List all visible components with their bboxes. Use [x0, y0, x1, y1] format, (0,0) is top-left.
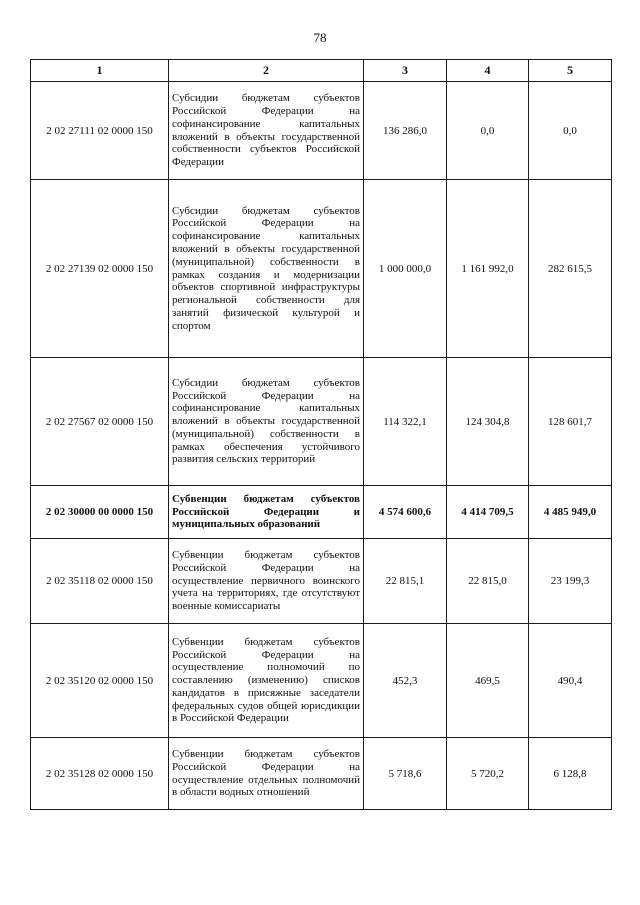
table-row-subtotal — [31, 486, 612, 539]
budget-table — [30, 59, 612, 810]
value-cell-year-3: 128 601,7 — [529, 358, 612, 486]
description-cell: Субвенции бюджетам субъектов Российской Федерации на осуществление полномочий по составлению (изменению) списков кандидатов в присяжные заседатели федеральных судов общей юрисдикции в Российской Федерации — [169, 624, 364, 738]
value-cell-year-2: 5 720,2 — [447, 738, 529, 810]
value-cell-year-1: 452,3 — [364, 624, 447, 738]
description-cell: Субсидии бюджетам субъектов Российской Федерации на софинансирование капитальных вложений в объекты государственной (муниципальной) собственности в рамках создания и модернизации объектов спортивной инфраструктуры региональной собственности для занятий физической культурой и спортом — [169, 180, 364, 358]
budget-code-cell: 2 02 30000 00 0000 150 — [31, 486, 169, 539]
description-cell: Субсидии бюджетам субъектов Российской Федерации на софинансирование капитальных вложений в объекты государственной собственности субъектов Российской Федерации — [169, 82, 364, 180]
column-header-5: 5 — [529, 60, 612, 82]
column-header-1: 1 — [31, 60, 169, 82]
budget-code-cell: 2 02 27139 02 0000 150 — [31, 180, 169, 358]
table-row — [31, 82, 612, 180]
column-header-3: 3 — [364, 60, 447, 82]
table-row — [31, 358, 612, 486]
value-cell-year-1: 114 322,1 — [364, 358, 447, 486]
value-cell-year-2: 469,5 — [447, 624, 529, 738]
budget-code-cell: 2 02 35118 02 0000 150 — [31, 539, 169, 624]
table-row — [31, 180, 612, 358]
description-cell: Субвенции бюджетам субъектов Российской Федерации на осуществление отдельных полномочий в области водных отношений — [169, 738, 364, 810]
column-header-2: 2 — [169, 60, 364, 82]
value-cell-year-3: 282 615,5 — [529, 180, 612, 358]
page-number: 78 — [313, 30, 327, 45]
budget-code-cell: 2 02 27567 02 0000 150 — [31, 358, 169, 486]
table-row — [31, 624, 612, 738]
value-cell-year-2: 0,0 — [447, 82, 529, 180]
value-cell-year-3: 4 485 949,0 — [529, 486, 612, 539]
table-row — [31, 539, 612, 624]
value-cell-year-1: 1 000 000,0 — [364, 180, 447, 358]
value-cell-year-1: 136 286,0 — [364, 82, 447, 180]
table-row — [31, 738, 612, 810]
budget-code-cell: 2 02 35120 02 0000 150 — [31, 624, 169, 738]
description-cell: Субсидии бюджетам субъектов Российской Федерации на софинансирование капитальных вложений в объекты государственной (муниципальной) собственности в рамках обеспечения устойчивого развития сельских территорий — [169, 358, 364, 486]
value-cell-year-3: 0,0 — [529, 82, 612, 180]
value-cell-year-3: 6 128,8 — [529, 738, 612, 810]
value-cell-year-3: 23 199,3 — [529, 539, 612, 624]
value-cell-year-1: 22 815,1 — [364, 539, 447, 624]
value-cell-year-2: 1 161 992,0 — [447, 180, 529, 358]
value-cell-year-2: 124 304,8 — [447, 358, 529, 486]
value-cell-year-2: 4 414 709,5 — [447, 486, 529, 539]
value-cell-year-2: 22 815,0 — [447, 539, 529, 624]
value-cell-year-1: 5 718,6 — [364, 738, 447, 810]
budget-code-cell: 2 02 35128 02 0000 150 — [31, 738, 169, 810]
budget-code-cell: 2 02 27111 02 0000 150 — [31, 82, 169, 180]
column-header-4: 4 — [447, 60, 529, 82]
table-header-row — [31, 60, 612, 82]
description-cell: Субвенции бюджетам субъектов Российской Федерации на осуществление первичного воинского учета на территориях, где отсутствуют военные комиссариаты — [169, 539, 364, 624]
value-cell-year-3: 490,4 — [529, 624, 612, 738]
description-cell: Субвенции бюджетам субъектов Российской Федерации и муниципальных образований — [169, 486, 364, 539]
value-cell-year-1: 4 574 600,6 — [364, 486, 447, 539]
